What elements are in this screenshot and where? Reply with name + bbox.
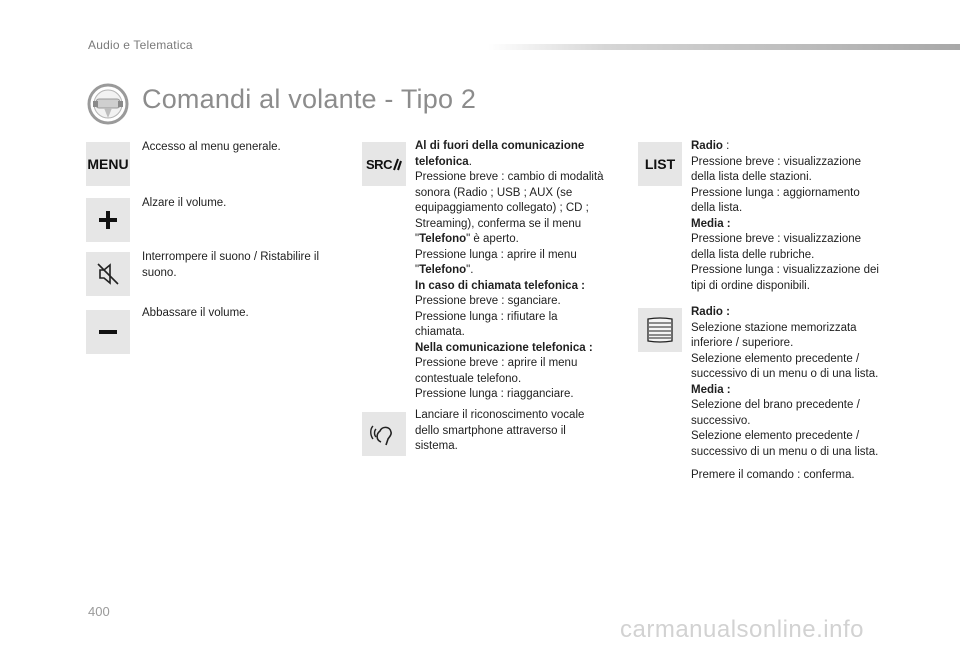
- desc-text: .: [468, 155, 472, 168]
- watermark: carmanualsonline.info: [620, 616, 864, 643]
- desc-line: Selezione elemento precedente /: [691, 352, 860, 365]
- desc-line: Premere il comando : conferma.: [691, 469, 855, 481]
- desc-text: " è aperto.: [466, 233, 519, 245]
- desc-line: Pressione lunga : rifiutare la: [415, 310, 558, 323]
- plus-icon: [97, 209, 119, 231]
- desc-line: della lista delle rubriche.: [691, 248, 815, 261]
- desc-line: [415, 155, 625, 171]
- mute-icon: [95, 261, 121, 287]
- desc-line: della lista delle stazioni.: [691, 171, 812, 183]
- desc-line: della lista.: [691, 202, 743, 214]
- desc-line: Pressione breve : sganciare.: [415, 295, 561, 307]
- desc-bold: Telefono: [419, 264, 467, 276]
- desc-line: inferiore / superiore.: [691, 337, 794, 349]
- list-description: [691, 139, 911, 294]
- thumbwheel-description: [691, 305, 911, 484]
- thumbwheel-control[interactable]: [638, 308, 682, 352]
- volume-up-button[interactable]: [86, 198, 130, 242]
- menu-button[interactable]: [86, 142, 130, 186]
- desc-line: Selezione stazione memorizzata: [691, 321, 857, 334]
- desc-text: :: [722, 140, 730, 152]
- mute-button[interactable]: [86, 252, 130, 296]
- desc-line: Media :: [691, 383, 731, 396]
- desc-bold: telefonica: [415, 155, 469, 168]
- mute-description: [142, 250, 319, 281]
- desc-text: ": [415, 233, 420, 245]
- page-title: Comandi al volante - Tipo 2: [142, 84, 477, 114]
- desc-line: successivo.: [691, 414, 751, 427]
- desc-line: successivo di un menu o di una lista.: [691, 445, 879, 458]
- desc-line: Pressione breve : cambio di modalità: [415, 171, 604, 183]
- header-divider: [488, 44, 960, 50]
- desc-line: sonora (Radio ; USB ; AUX (se: [415, 186, 573, 199]
- menu-button-label: MENU: [87, 156, 129, 172]
- desc-line: Pressione breve : visualizzazione: [691, 155, 862, 168]
- desc-line: suono.: [142, 266, 177, 279]
- desc-line: equipaggiamento collegato) ; CD ;: [415, 202, 589, 214]
- desc-line: Nella comunicazione telefonica :: [415, 341, 593, 354]
- desc-line: Pressione lunga : aprire il menu: [415, 248, 577, 261]
- volume-up-description: Alzare il volume.: [142, 197, 227, 209]
- desc-line: Radio :: [691, 306, 730, 318]
- desc-line: Streaming), conferma se il menu: [415, 217, 582, 230]
- desc-text: ".: [466, 264, 474, 276]
- desc-line: chiamata.: [415, 326, 465, 338]
- desc-line: Lanciare il riconoscimento vocale: [415, 409, 585, 421]
- desc-line: Pressione lunga : riagganciare.: [415, 388, 574, 400]
- desc-line: sistema.: [415, 440, 458, 452]
- desc-bold: Telefono: [419, 233, 467, 245]
- voice-command-button[interactable]: [362, 412, 406, 456]
- desc-line: Al di fuori della comunicazione: [415, 140, 585, 152]
- thumbwheel-icon: [644, 315, 676, 345]
- steering-wheel-icon: [86, 82, 130, 126]
- desc-bold: Radio: [691, 140, 723, 152]
- desc-line: [415, 263, 625, 279]
- list-button[interactable]: [638, 142, 682, 186]
- voice-recognition-icon: [370, 420, 398, 448]
- page-number: 400: [88, 604, 110, 619]
- desc-line: Selezione del brano precedente /: [691, 399, 860, 411]
- src-description: [415, 139, 625, 403]
- desc-line: Pressione lunga : aggiornamento: [691, 186, 860, 199]
- desc-line: Media :: [691, 217, 731, 230]
- desc-line: contestuale telefono.: [415, 372, 522, 385]
- desc-line: [691, 139, 911, 155]
- desc-line: successivo di un menu o di una lista.: [691, 368, 879, 380]
- phone-slash-icon: [392, 157, 402, 171]
- desc-line: [415, 232, 625, 248]
- src-button[interactable]: [362, 142, 406, 186]
- volume-down-button[interactable]: [86, 310, 130, 354]
- desc-line: Pressione lunga : visualizzazione dei: [691, 264, 879, 276]
- list-button-label: LIST: [644, 156, 676, 172]
- volume-down-description: Abbassare il volume.: [142, 307, 249, 319]
- desc-line: In caso di chiamata telefonica :: [415, 279, 585, 292]
- voice-description: [415, 408, 584, 455]
- src-button-label: SRC: [366, 156, 392, 172]
- desc-line: Selezione elemento precedente /: [691, 430, 860, 442]
- menu-description: Accesso al menu generale.: [142, 141, 281, 153]
- desc-line: Pressione breve : aprire il menu: [415, 357, 578, 369]
- desc-line: dello smartphone attraverso il: [415, 424, 566, 437]
- minus-icon: [97, 321, 119, 343]
- desc-line: Pressione breve : visualizzazione: [691, 233, 862, 245]
- desc-line: Interrompere il suono / Ristabilire il: [142, 251, 320, 263]
- desc-line: tipi di ordine disponibili.: [691, 279, 810, 292]
- section-header: Audio e Telematica: [88, 38, 193, 52]
- desc-text: ": [415, 264, 420, 276]
